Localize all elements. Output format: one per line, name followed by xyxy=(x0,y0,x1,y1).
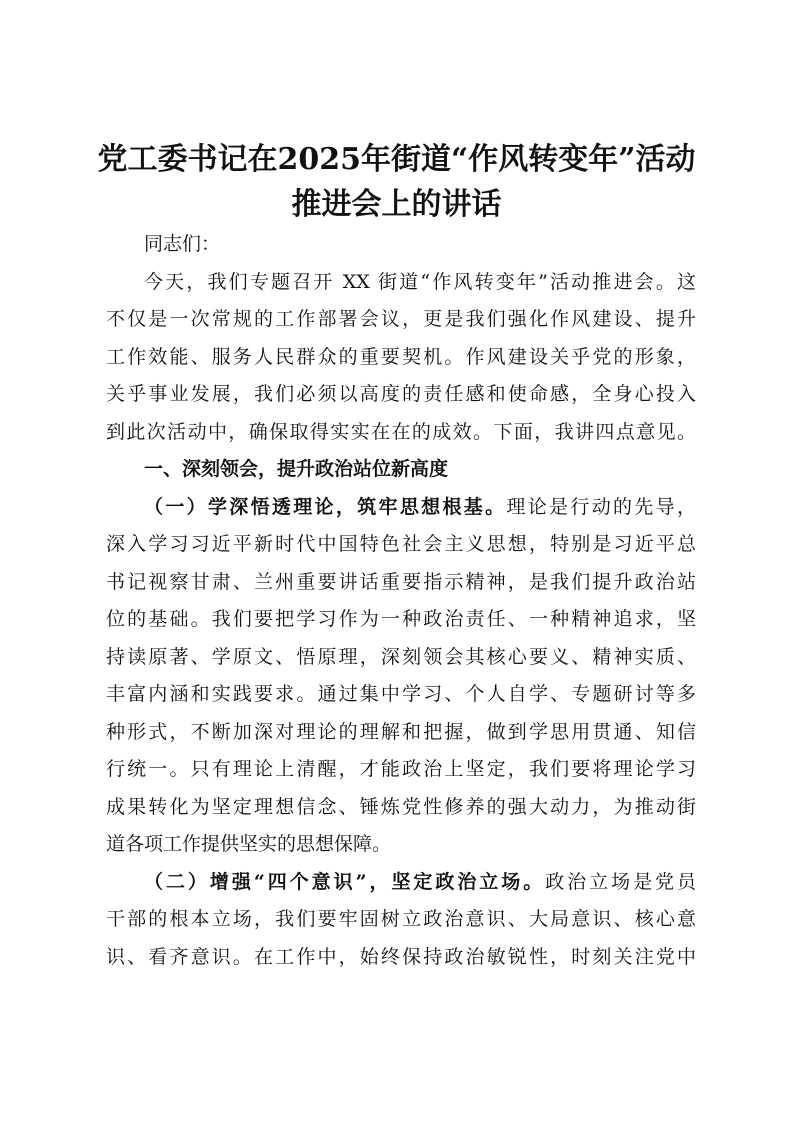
subsection-2-first-line xyxy=(106,864,696,902)
paragraph-line: 道各项工作提供坚实的思想保障。 xyxy=(106,833,392,855)
paragraph-line: 深入学习习近平新时代中国特色社会主义思想，特别是习近平总 xyxy=(106,533,696,555)
section-heading-1: 一、深刻领会，提升政治站位新高度 xyxy=(144,458,449,480)
intro-line: 到此次活动中，确保取得实实在在的成效。下面，我讲四点意见。 xyxy=(106,420,696,443)
paragraph-line: 识、看齐意识。在工作中，始终保持政治敏锐性，时刻关注党中 xyxy=(106,945,696,968)
subsection-1-text: 理论是行动的先导， xyxy=(506,495,696,518)
document-title-line-2: 推进会上的讲话 xyxy=(291,187,502,222)
intro-line: 工作效能、服务人民群众的重要契机。作风建设关乎党的形象， xyxy=(106,345,696,368)
subsection-1-first-line xyxy=(106,489,696,527)
paragraph-line: 干部的根本立场，我们要牢固树立政治意识、大局意识、核心意 xyxy=(106,908,696,930)
paragraph-line: 成果转化为坚定理想信念、锤炼党性修养的强大动力，为推动街 xyxy=(106,795,696,818)
subsection-2-title: （二）增强“四个意识”，坚定政治立场。 xyxy=(144,870,546,893)
paragraph-line: 丰富内涵和实践要求。通过集中学习、个人自学、专题研讨等多 xyxy=(106,683,696,705)
paragraph-line: 行统一。只有理论上清醒，才能政治上坚定，我们要将理论学习 xyxy=(106,758,696,780)
paragraph-line: 持读原著、学原文、悟原理，深刻领会其核心要义、精神实质、 xyxy=(106,645,696,668)
subsection-1-title: （一）学深悟透理论，筑牢思想根基。 xyxy=(144,495,507,518)
document-title-line-1: 党工委书记在2025年街道“作风转变年”活动 xyxy=(97,142,696,177)
paragraph-line: 书记视察甘肃、兰州重要讲话重要指示精神，是我们提升政治站 xyxy=(106,570,696,593)
intro-line: 关乎事业发展，我们必须以高度的责任感和使命感，全身心投入 xyxy=(106,383,696,405)
intro-line: 不仅是一次常规的工作部署会议，更是我们强化作风建设、提升 xyxy=(106,308,696,330)
intro-line: 今天，我们专题召开 XX 街道“作风转变年”活动推进会。这 xyxy=(144,270,696,293)
paragraph-line: 位的基础。我们要把学习作为一种政治责任、一种精神追求，坚 xyxy=(106,608,696,630)
subsection-2-text: 政治立场是党员 xyxy=(545,870,696,893)
document-body xyxy=(106,226,696,976)
paragraph-line: 种形式，不断加深对理论的理解和把握，做到学思用贯通、知信 xyxy=(106,720,696,743)
salutation: 同志们： xyxy=(144,233,221,255)
